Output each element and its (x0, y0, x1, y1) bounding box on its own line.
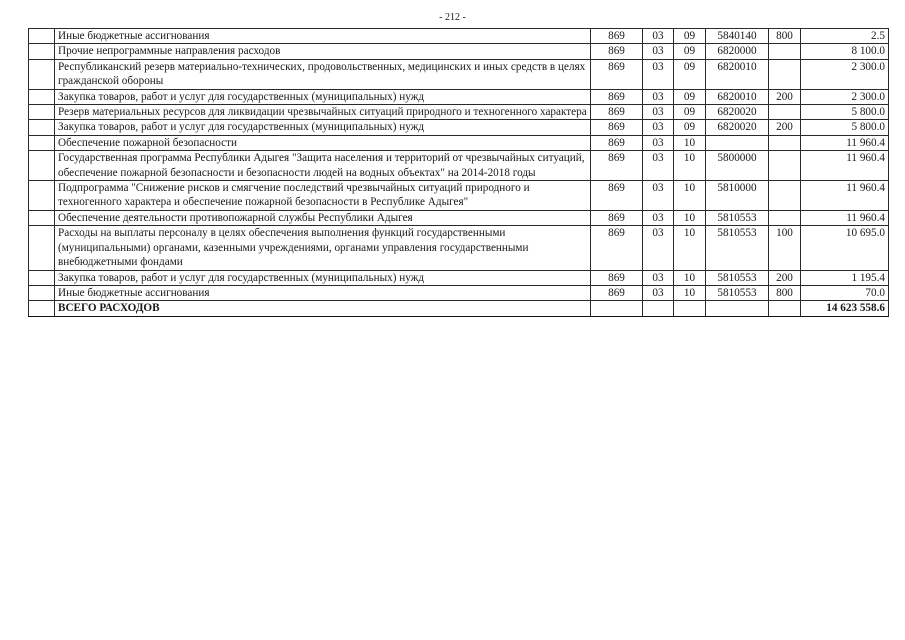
blank-cell (29, 44, 55, 59)
amount-cell: 11 960.4 (801, 210, 889, 225)
expense-type-cell: 800 (769, 285, 801, 300)
table-row (29, 59, 889, 89)
table-row (29, 181, 889, 211)
table-row (29, 210, 889, 225)
amount-cell: 2.5 (801, 29, 889, 44)
expense-name-cell: Иные бюджетные ассигнования (55, 285, 591, 300)
empty-cell (706, 301, 769, 316)
expense-type-cell: 200 (769, 270, 801, 285)
section-code-cell: 03 (643, 226, 674, 270)
target-article-cell: 6820020 (706, 120, 769, 135)
grbs-code-cell: 869 (591, 210, 643, 225)
section-code-cell: 03 (643, 89, 674, 104)
section-code-cell: 03 (643, 210, 674, 225)
blank-cell (29, 89, 55, 104)
grbs-code-cell: 869 (591, 44, 643, 59)
amount-cell: 1 195.4 (801, 270, 889, 285)
subsection-code-cell: 09 (674, 89, 706, 104)
budget-expenditure-table (28, 28, 889, 317)
expense-name-cell: Подпрограмма "Снижение рисков и смягчение последствий чрезвычайных ситуаций природного и техногенного характера и обеспечение пожарной безопасности в Республике Адыгея" (55, 181, 591, 211)
grbs-code-cell: 869 (591, 151, 643, 181)
grbs-code-cell: 869 (591, 270, 643, 285)
table-row (29, 120, 889, 135)
amount-cell: 8 100.0 (801, 44, 889, 59)
blank-cell (29, 120, 55, 135)
amount-cell: 5 800.0 (801, 120, 889, 135)
grbs-code-cell: 869 (591, 285, 643, 300)
expense-type-cell: 800 (769, 29, 801, 44)
expense-type-cell: 200 (769, 89, 801, 104)
section-code-cell: 03 (643, 135, 674, 150)
expense-type-cell (769, 135, 801, 150)
subsection-code-cell: 10 (674, 226, 706, 270)
table-body (29, 29, 889, 317)
table-row (29, 226, 889, 270)
subsection-code-cell: 09 (674, 105, 706, 120)
subsection-code-cell: 10 (674, 210, 706, 225)
section-code-cell: 03 (643, 270, 674, 285)
blank-cell (29, 59, 55, 89)
target-article-cell: 5810553 (706, 270, 769, 285)
grbs-code-cell: 869 (591, 120, 643, 135)
empty-cell (769, 301, 801, 316)
expense-name-cell: Резерв материальных ресурсов для ликвидации чрезвычайных ситуаций природного и техногенного характера (55, 105, 591, 120)
amount-cell: 11 960.4 (801, 135, 889, 150)
target-article-cell: 5810553 (706, 285, 769, 300)
table-row (29, 285, 889, 300)
amount-cell: 5 800.0 (801, 105, 889, 120)
section-code-cell: 03 (643, 120, 674, 135)
subsection-code-cell: 10 (674, 135, 706, 150)
blank-cell (29, 105, 55, 120)
expense-name-cell: Республиканский резерв материально-технических, продовольственных, медицинских и иных средств в целях гражданской обороны (55, 59, 591, 89)
blank-cell (29, 270, 55, 285)
empty-cell (591, 301, 643, 316)
expense-name-cell: Закупка товаров, работ и услуг для государственных (муниципальных) нужд (55, 270, 591, 285)
grbs-code-cell: 869 (591, 181, 643, 211)
expense-name-cell: Расходы на выплаты персоналу в целях обеспечения выполнения функций государственными (муниципальными) органами, казенными учреждениями, органами управления государственными внебюджетными фондами (55, 226, 591, 270)
grbs-code-cell: 869 (591, 89, 643, 104)
target-article-cell: 5810553 (706, 226, 769, 270)
expense-type-cell (769, 105, 801, 120)
blank-cell (29, 135, 55, 150)
empty-cell (29, 301, 55, 316)
target-article-cell (706, 135, 769, 150)
table-row (29, 270, 889, 285)
section-code-cell: 03 (643, 105, 674, 120)
section-code-cell: 03 (643, 59, 674, 89)
table-row (29, 151, 889, 181)
blank-cell (29, 285, 55, 300)
expense-name-cell: Обеспечение пожарной безопасности (55, 135, 591, 150)
target-article-cell: 6820020 (706, 105, 769, 120)
table-row (29, 89, 889, 104)
table-row (29, 44, 889, 59)
target-article-cell: 5800000 (706, 151, 769, 181)
amount-cell: 70.0 (801, 285, 889, 300)
expense-name-cell: Прочие непрограммные направления расходов (55, 44, 591, 59)
subsection-code-cell: 10 (674, 285, 706, 300)
grbs-code-cell: 869 (591, 226, 643, 270)
subsection-code-cell: 09 (674, 59, 706, 89)
table-row (29, 29, 889, 44)
subsection-code-cell: 10 (674, 151, 706, 181)
empty-cell (643, 301, 674, 316)
section-code-cell: 03 (643, 181, 674, 211)
grbs-code-cell: 869 (591, 59, 643, 89)
blank-cell (29, 181, 55, 211)
subsection-code-cell: 09 (674, 44, 706, 59)
section-code-cell: 03 (643, 44, 674, 59)
target-article-cell: 5810553 (706, 210, 769, 225)
subsection-code-cell: 10 (674, 270, 706, 285)
amount-cell: 10 695.0 (801, 226, 889, 270)
blank-cell (29, 151, 55, 181)
expense-name-cell: Закупка товаров, работ и услуг для государственных (муниципальных) нужд (55, 120, 591, 135)
expense-type-cell (769, 181, 801, 211)
grbs-code-cell: 869 (591, 29, 643, 44)
expense-type-cell: 100 (769, 226, 801, 270)
expense-name-cell: Обеспечение деятельности противопожарной службы Республики Адыгея (55, 210, 591, 225)
amount-cell: 11 960.4 (801, 181, 889, 211)
expense-name-cell: Государственная программа Республики Адыгея "Защита населения и территорий от чрезвычайных ситуаций, обеспечение пожарной безопасности и безопасности людей на водных объектах" на 2014-2018 годы (55, 151, 591, 181)
amount-cell: 11 960.4 (801, 151, 889, 181)
expense-type-cell (769, 59, 801, 89)
expense-type-cell (769, 151, 801, 181)
subsection-code-cell: 10 (674, 181, 706, 211)
subsection-code-cell: 09 (674, 120, 706, 135)
subsection-code-cell: 09 (674, 29, 706, 44)
empty-cell (674, 301, 706, 316)
section-code-cell: 03 (643, 29, 674, 44)
table-row (29, 135, 889, 150)
page-number: - 212 - (439, 12, 466, 23)
blank-cell (29, 29, 55, 44)
amount-cell: 2 300.0 (801, 59, 889, 89)
table-row (29, 105, 889, 120)
total-row (29, 301, 889, 316)
section-code-cell: 03 (643, 151, 674, 181)
target-article-cell: 6820010 (706, 59, 769, 89)
section-code-cell: 03 (643, 285, 674, 300)
total-label: ВСЕГО РАСХОДОВ (55, 301, 591, 316)
expense-type-cell: 200 (769, 120, 801, 135)
amount-cell: 2 300.0 (801, 89, 889, 104)
expense-name-cell: Закупка товаров, работ и услуг для государственных (муниципальных) нужд (55, 89, 591, 104)
expense-name-cell: Иные бюджетные ассигнования (55, 29, 591, 44)
expense-type-cell (769, 210, 801, 225)
target-article-cell: 6820000 (706, 44, 769, 59)
grbs-code-cell: 869 (591, 135, 643, 150)
target-article-cell: 5840140 (706, 29, 769, 44)
total-amount: 14 623 558.6 (801, 301, 889, 316)
target-article-cell: 5810000 (706, 181, 769, 211)
grbs-code-cell: 869 (591, 105, 643, 120)
blank-cell (29, 226, 55, 270)
target-article-cell: 6820010 (706, 89, 769, 104)
expense-type-cell (769, 44, 801, 59)
blank-cell (29, 210, 55, 225)
